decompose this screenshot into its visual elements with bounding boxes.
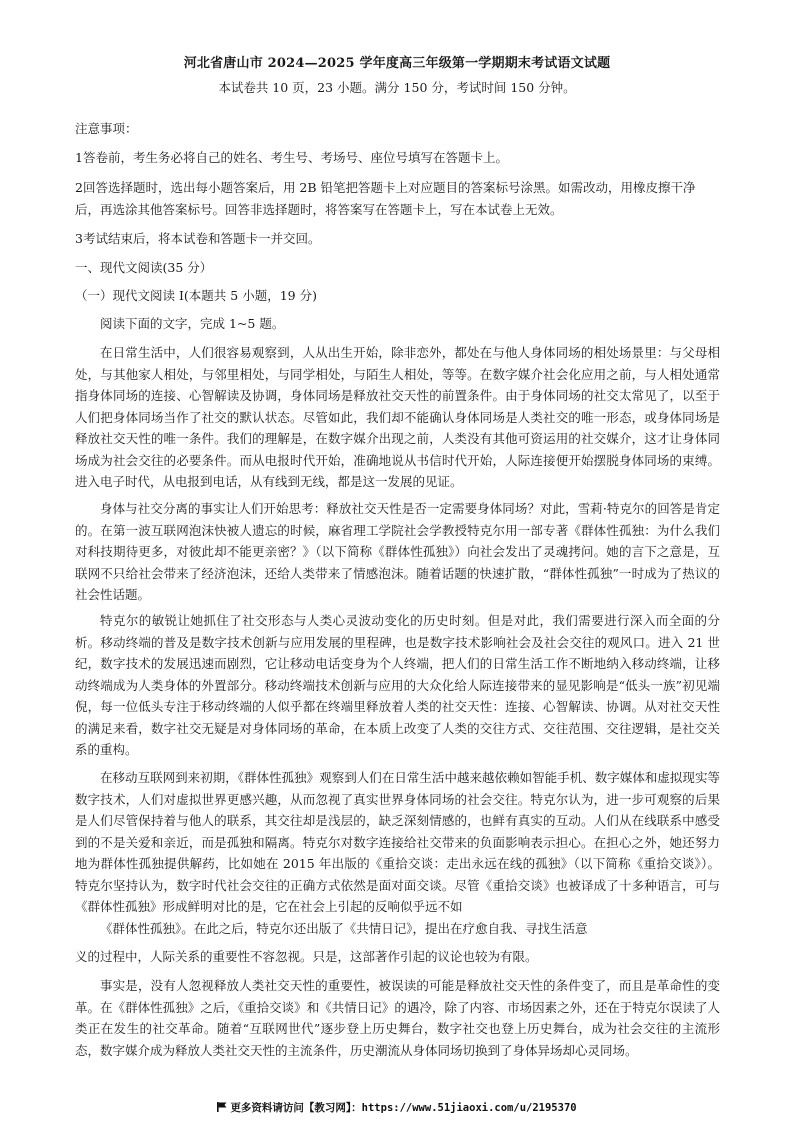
notice-item-text: 考试结束后，将本试卷和答题卡一并交回。 bbox=[82, 231, 321, 246]
footer-link[interactable] bbox=[0, 1100, 794, 1115]
passage-paragraph-1: 在日常生活中，人们很容易观察到，人从出生开始，除非恋外，都处在与他人身体同场的相处场景里：与父母相处，与其他家人相处，与邻里相处，与同学相处，与陌生人相处，等等。在数字媒介社会化应用之前，与人相处通常指身体同场的连接、心智解读及协调，身体同场是释放社交天性的前置条件。由于身体同场的社交太常见了，以至于人们把身体同场当作了社交的默认状态。尽管如此，我们却不能确认身体同场是人类社交的唯一形态，或身体同场是释放社交天性的唯一条件。我们的理解是，在数字媒介出现之前，人类没有其他可资运用的社交媒介，这才让身体同场成为社会交往的必要条件。而从电报时代开始，准确地说从书信时代开始，人际连接便开始摆脱身体同场的束缚。进入电子时代，从电报到电话，从有线到无线，都是这一发展的见证。 bbox=[75, 345, 720, 489]
notice-item-1 bbox=[75, 147, 720, 169]
passage-paragraph-2: 身体与社交分离的事实让人们开始思考：释放社交天性是否一定需要身体同场？对此，雪莉·特克尔的回答是肯定的。在第一波互联网泡沫快被人遗忘的时候，麻省理工学院社会学教授特克尔用一部专著《群体性孤独：为什么我们对科技期待更多，对彼此却不能更亲密？》（以下简称《群体性孤独》）向社会发出了灵魂拷问。她的言下之意是，互联网不只给社会带来了经济泡沫，还给人类带来了情感泡沫。随着话题的快速扩散，“群体性孤独”一时成为了热议的社会性话题。 bbox=[75, 501, 720, 602]
passage-paragraph-4: 在移动互联网到来初期，《群体性孤独》观察到人们在日常生活中越来越依赖如智能手机、数字媒体和虚拟现实等数字技术，人们对虚拟世界更感兴趣，从而忽视了真实世界身体同场的社会交往。特克尔认为，进一步可观察的后果是人们尽管保持着与他人的联系，其交往却是浅层的，缺乏深刻情感的，也鲜有真实的互动。人们从在线联系中感受到的不是关爱和亲近，而是孤独和隔离。特克尔对数字连接给社交带来的负面影响表示担心。在担心之外，她还努力地为群体性孤独提供解药，比如她在 2015 年出版的《重拾交谈：走出永远在线的孤独》（以下简称《重拾交谈》）。特克尔坚持认为，数字时代社会交往的正确方式依然是面对面交谈。尽管《重拾交谈》也被译成了十多种语言，可与《群体性孤独》形成鲜明对比的是，它在社会上引起的反响似乎远不如 bbox=[75, 770, 720, 914]
exam-subtitle: 本试卷共 10 页，23 小题。满分 150 分，考试时间 150 分钟。 bbox=[218, 80, 576, 95]
section-instruction: 阅读下面的文字，完成 1~5 题。 bbox=[100, 316, 285, 331]
notice-heading-text: 注意事项： bbox=[75, 121, 138, 136]
notice-heading bbox=[75, 118, 720, 140]
notice-item-text: 答卷前，考生务必将自己的姓名、考生号、考场号、座位号填写在答题卡上。 bbox=[82, 150, 508, 165]
passage-paragraph-5: 《群体性孤独》。在此之后，特克尔还出版了《共情日记》，提出在疗愈自我、寻找生活意 bbox=[100, 921, 588, 936]
notice-item-number: 2 bbox=[75, 180, 83, 195]
notice-item-text: 回答选择题时，选出每小题答案后，用 2B 铅笔把答题卡上对应题目的答案标号涂黑。如需改动，用橡皮擦干净后，再选涂其他答案标号。回答非选择题时，将答案写在答题卡上，写在本试卷上无效。 bbox=[75, 180, 696, 217]
section-subheading: （一）现代文阅读 I(本题共 5 小题，19 分) bbox=[75, 288, 317, 303]
notice-item-2 bbox=[75, 177, 720, 220]
notice-item-number: 1 bbox=[75, 150, 83, 165]
passage-paragraph-3: 特克尔的敏锐让她抓住了社交形态与人类心灵波动变化的历史时刻。但是对此，我们需要进行深入而全面的分析。移动终端的普及是数字技术创新与应用发展的里程碑，也是数字技术影响社会及社会交往的观风口。进入 21 世纪，数字技术的发展迅速而剧烈，它让移动电话变身为个人终端，把人们的日常生活工作不断地纳入移动终端，让移动终端成为人类身体的外置部分。移动终端技术创新与应用的大众化给人际连接带来的显见影响是“低头一族”初见端倪，每一位低头专注于移动终端的人似乎都在终端里释放着人类的社交天性：连接、心智解读、协调。从对社交天性的满足来看，数字社交无疑是对身体同场的革命，在本质上改变了人类的交往方式、交往范围、交往逻辑，是社交关系的重构。 bbox=[75, 613, 720, 757]
flag-icon bbox=[217, 1102, 227, 1112]
notice-item-number: 3 bbox=[75, 231, 83, 246]
section-heading: 一、现代文阅读(35 分） bbox=[75, 260, 213, 275]
footer-text: 更多资料请访问【教习网】：https://www.51jiaoxi.com/u/2195370 bbox=[230, 1102, 577, 1114]
passage-paragraph-6: 事实是，没有人忽视释放人类社交天性的重要性，被误读的可能是释放社交天性的条件变了，而且是革命性的变革。在《群体性孤独》之后，《重拾交谈》和《共情日记》的遇冷，除了内容、市场因素之外，还在于特克尔误读了人类正在发生的社交革命。随着“互联网世代”逐步登上历史舞台，数字社交也登上历史舞台，成为社会交往的主流形态，数字媒介成为释放人类社交天性的主流条件，历史潮流从身体同场切换到了身体异场却心灵同场。 bbox=[75, 978, 720, 1058]
notice-item-3 bbox=[75, 228, 720, 250]
exam-title: 河北省唐山市 2024—2025 学年度高三年级第一学期期末考试语文试题 bbox=[183, 56, 611, 71]
passage-paragraph-5-cont: 义的过程中，人际关系的重要性不容忽视。只是，这部著作引起的议论也较为有限。 bbox=[75, 949, 538, 964]
